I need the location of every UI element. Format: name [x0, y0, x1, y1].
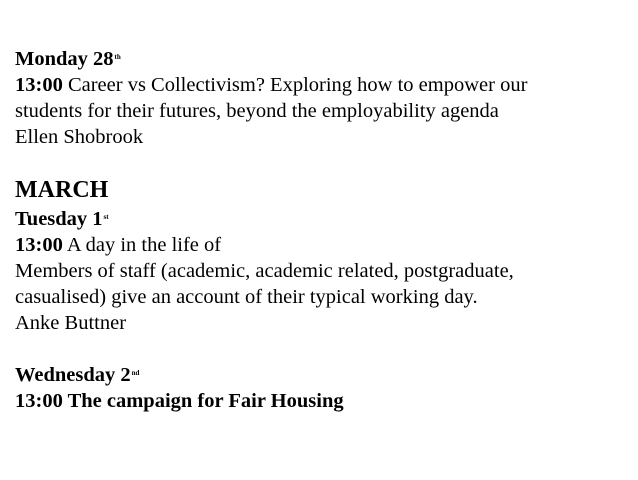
- event-tuesday-1: [15, 206, 625, 336]
- event-title: Career vs Collectivism? Exploring how to empower our: [62, 74, 528, 96]
- event-time: 13:00: [15, 234, 63, 256]
- event-wednesday-2: [15, 362, 625, 414]
- event-time: 13:00: [15, 74, 63, 96]
- day-suffix: th: [114, 53, 121, 61]
- day-heading: Tuesday 1st: [15, 208, 109, 230]
- day-heading: Monday 28th: [15, 48, 121, 70]
- event-title: A day in the life of: [62, 234, 222, 256]
- month-heading: MARCH: [15, 177, 109, 203]
- spacer: [15, 150, 625, 176]
- event-time: 13:00: [15, 390, 63, 412]
- event-title-continued: students for their futures, beyond the employability agenda: [15, 100, 499, 122]
- event-title: The campaign for Fair Housing: [62, 390, 344, 412]
- event-description-line-1: Members of staff (academic, academic related, postgraduate,: [15, 260, 514, 282]
- event-speaker: Anke Buttner: [15, 312, 127, 334]
- event-description-line-2: casualised) give an account of their typical working day.: [15, 286, 478, 308]
- day-suffix: nd: [131, 369, 140, 377]
- event-time-title: [15, 232, 625, 258]
- event-time-title: [15, 388, 625, 414]
- spacer: [15, 336, 625, 362]
- event-monday-28: [15, 46, 625, 150]
- day-heading: Wednesday 2nd: [15, 364, 140, 386]
- event-speaker: Ellen Shobrook: [15, 126, 144, 148]
- event-schedule: [15, 46, 625, 414]
- event-time-title: [15, 72, 625, 98]
- day-suffix: st: [103, 213, 109, 221]
